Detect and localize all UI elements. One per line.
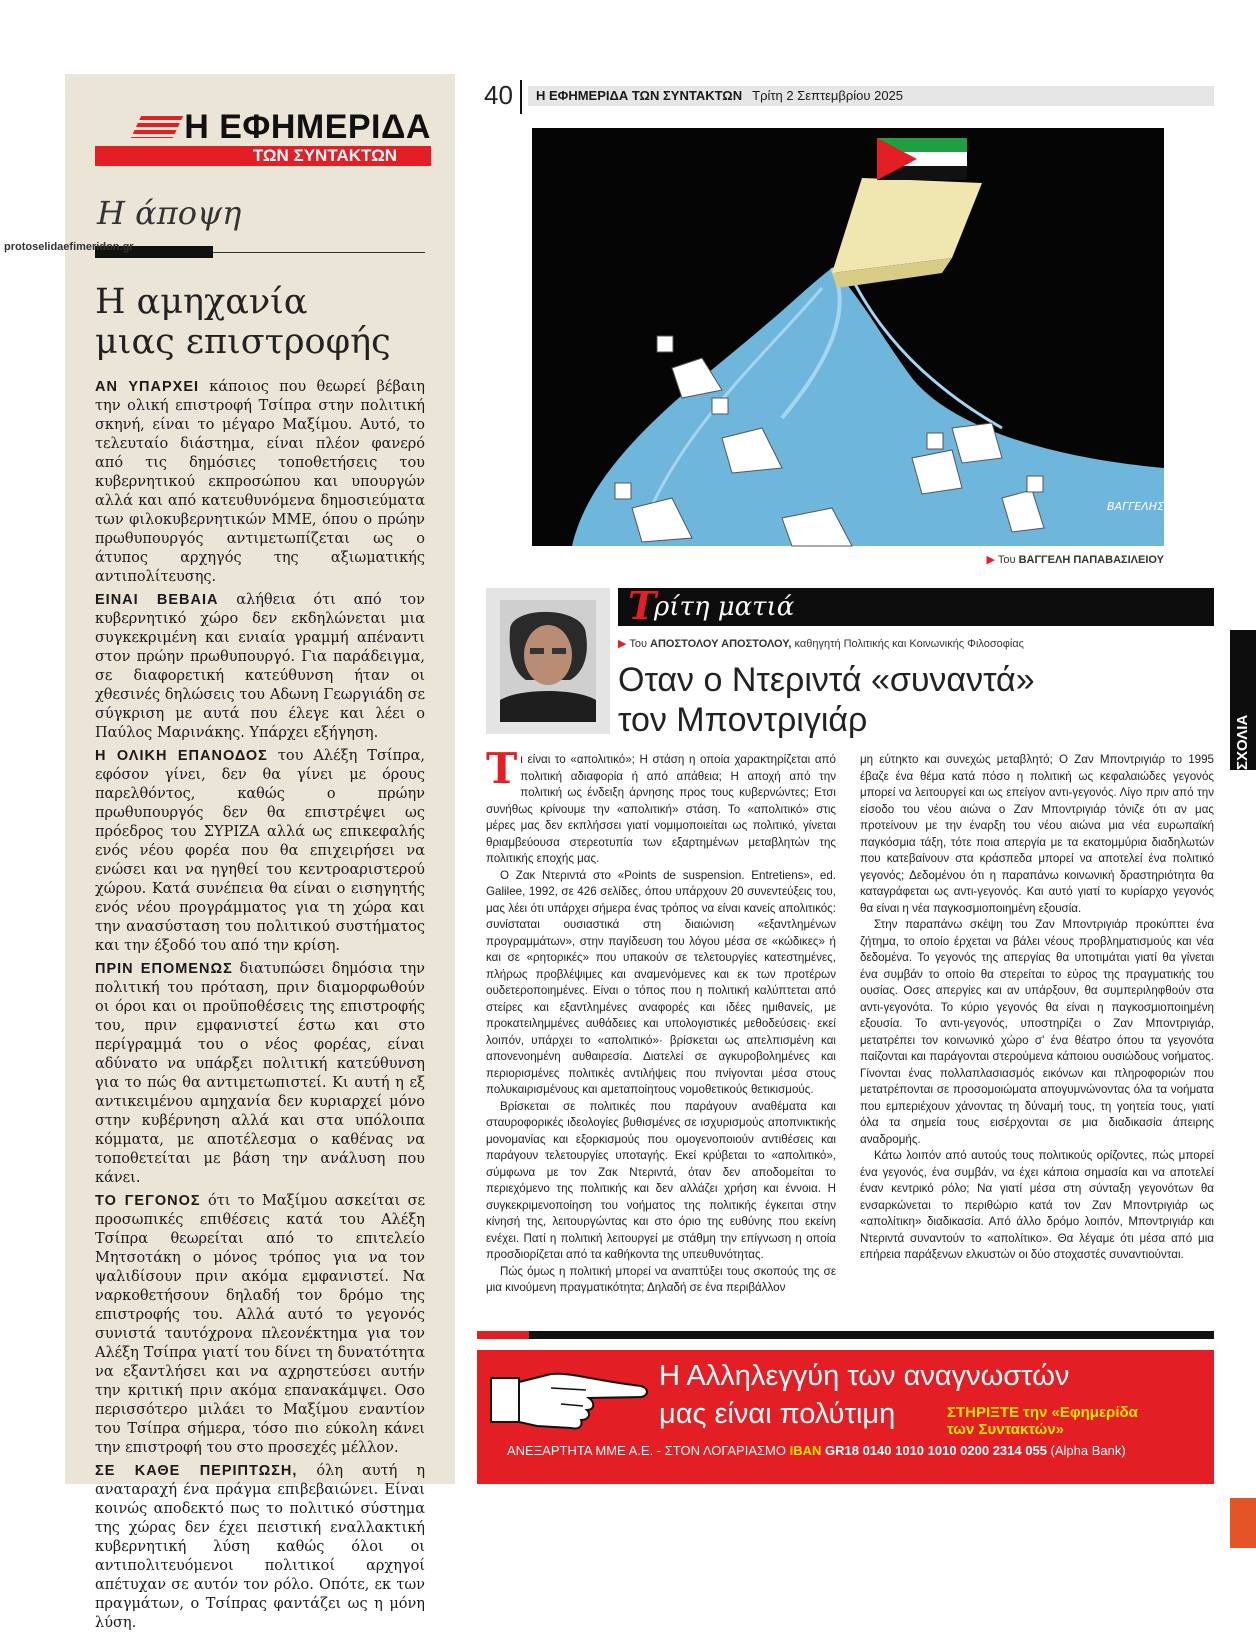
article-paragraph: μη εύτηκτο και συνεχώς μεταβλητό; Ο Ζαν Μποντριγιάρ το 1995 έβαζε ένα θέμα κατά πόσο η πολιτική ως κεφαλαιώδες γεγονός μπορεί να λειτουργεί και ως επείγον αντι-γεγονός. Λίγο πριν από την είσοδο του νέου αιώνα ο Ζαν Μποντριγιάρ τόνιζε ότι αν μας προτείνουν με την έναρξη του νέου αιώνα μια νέα ευρωπαϊκή παγκόσμια τάξη, τότε ποια απεργία με τα εκατομμύρια διαδηλωτών που κατεβαίνουν στα κράσπεδα μπορεί να αποτελεί ένα πολιτικό γεγονός; Δεδομένου ότι η παραπάνω κοινωνική δραστηριότητα θα καταγράφεται ως αντι-γεγονός. Και αυτό γιατί το κυρίαρχο γεγονός θα είναι η νέα παγκοσμιοποιημένη εξουσία. bbox=[860, 753, 1214, 915]
article-byline: ▶ Του ΑΠΟΣΤΟΛΟΥ ΑΠΟΣΤΟΛΟΥ, καθηγητή Πολιτικής και Κοινωνικής Φιλοσοφίας bbox=[618, 638, 1024, 650]
solidarity-ad bbox=[477, 1350, 1214, 1484]
article-paragraph: Βρίσκεται σε πολιτικές που παράγουν αναθέματα και σταυροφορικές ιδεολογίες βυθισμένες σε ισχυρισμούς αποπνικτικής μονομανίας και εξορκισμούς που ομογενοποιούν αντιθέσεις και παράγουν τελετουργίες υποταγής. Εκεί κρύβεται το «απολιτικό», σύμφωνα με τον Ζακ Ντεριντά, όταν δεν αποδομείται το περιεχόμενο της πολιτικής και δεν αλλάζει χρήση και έννοια. Η συγκεκριμενοποίηση του νοήματος της πολιτικής έγκειται στην κίνησή της, λειτουργώντας και στο όριο της ευθύνης που εκείνη ενέχει. Πατί η πολιτική λειτουργεί με στάθμη την επίγνωση η οποία προσδιορίζεται από τα καθήκοντα της υπευθυνότητας. bbox=[486, 1099, 836, 1261]
iban-number: GR18 0140 1010 1010 0200 2314 055 bbox=[825, 1443, 1047, 1458]
article-paragraph: Πώς όμως η πολιτική μπορεί να αναπτύξει τους σκοπούς της σε μια κινούμενη πραγματικότητα; Δηλαδή σε ένα περιβάλλον bbox=[486, 1264, 836, 1294]
corner-marker bbox=[1230, 1498, 1256, 1548]
ad-bank-details: ΑΝΕΞΑΡΤΗΤΑ ΜΜΕ Α.Ε. - ΣΤΟΝ ΛΟΓΑΡΙΑΣΜΟ IBAN GR18 0140 1010 1010 0200 2314 055 (Alpha Bank) bbox=[507, 1443, 1126, 1458]
side-tab-label: ΣΧΟΛΙΑ bbox=[1234, 714, 1251, 770]
page-header bbox=[484, 80, 1214, 114]
header-paper-name: Η ΕΦΗΜΕΡΙΔΑ ΤΩΝ ΣΥΝΤΑΚΤΩΝ bbox=[536, 88, 743, 103]
pointing-hand-icon bbox=[491, 1364, 651, 1436]
opinion-paragraph: ΕΙΝΑΙ ΒΕΒΑΙΑ αλήθεια ότι από τον κυβερνητικό χώρο δεν εκδηλώνεται μια συγκεκριμένη και ενιαία γραμμή απέναντι στον πρώην πρωθυπουργό. Για παράδειγμα, σε διαφορετική κατεύθυνση ήταν οι χθεσινές δηλώσεις του Αδωνη Γεωργιάδη σε σύγκριση με αυτά που έλεγε και λέει ο Παύλος Μαρινάκης. Υπάρχει εξήγηση. bbox=[95, 592, 425, 741]
section-bar bbox=[618, 583, 1214, 628]
opinion-body bbox=[95, 378, 425, 1637]
header-bar bbox=[528, 86, 1214, 106]
ad-support-text: ΣΤΗΡΙΞΤΕ την «Εφημερίδα των Συντακτών» bbox=[947, 1404, 1138, 1438]
ad-headline-line2: μας είναι πολύτιμη bbox=[659, 1398, 896, 1430]
opinion-paragraph: ΣΕ ΚΑΘΕ ΠΕΡΙΠΤΩΣΗ, όλη αυτή η αναταραχή ένα πράγμα επιβεβαιώνει. Είναι κοινώς αποδεκτό πως το πολιτικό σύστημα της χώρας δεν έχει πειστική εναλλακτική κυβερνητική λύση καθώς όλοι οι αντιπολιτευόμενοι πολιτικοί αρχηγοί απέτυχαν σε αυτόν τον ρόλο. Οπότε, εκ των πραγμάτων, ο Τσίπρας φαντάζει ως η μόνη λύση. bbox=[95, 1463, 426, 1631]
author-portrait bbox=[500, 600, 596, 722]
iban-label: IBAN bbox=[789, 1443, 822, 1458]
author-photo bbox=[486, 588, 610, 734]
article-paragraph: Κάτω λοιπόν από αυτούς τους πολιτικούς ορίζοντες, πώς μπορεί ένα γεγονός, ένα συμβάν, να έχει κάποια σημασία και να αποτελεί έναν κεντρικό ρόλο; Να γιατί μέσα στη σύνταξη γεγονότων θα ενσαρκώνεται το περιθώριο κατά τον Ζαν Μποντριγιάρ ως «απολίτικη» διαδικασία. Από άλλο δρόμο λοιπόν, Μποντριγιάρ και Ντεριντά συναντούν το «απολίτικο». Θα λέγαμε ότι μέσα από μια επήρεια παράξενων ελκυστών οι δύο στοχαστές συναντιούνται. bbox=[860, 1149, 1214, 1261]
cartoon-credit: ▶ Του ΒΑΓΓΕΛΗ ΠΑΠΑΒΑΣΙΛΕΙΟΥ bbox=[986, 554, 1164, 566]
section-initial: Τ bbox=[628, 583, 657, 628]
cartoon-drawing bbox=[532, 128, 1203, 546]
bank-name: (Alpha Bank) bbox=[1050, 1443, 1126, 1458]
cartoon-image bbox=[532, 128, 1203, 546]
header-date: Τρίτη 2 Σεπτεμβρίου 2025 bbox=[752, 88, 904, 103]
logo-stripes-icon bbox=[131, 116, 183, 138]
article-column-2 bbox=[860, 752, 1214, 1264]
article-title: Οταν ο Ντεριντά «συναντά» τον Μποντριγιάρ bbox=[618, 661, 1035, 739]
arrow-right-icon: ▶ bbox=[986, 554, 995, 566]
article-paragraph: Τι είναι το «απολιτικό»; Η στάση η οποία χαρακτηρίζεται από πολιτική αδιαφορία ή από απάθεια; Η αποχή από την πολιτική ως ένδειξη άρνησης προς τους κυβερνώντες; Ετσι συνήθως κρίνουμε την «απολιτική» στάση. Το «απολιτικό» στις μέρες μας δεν εκπλήσσει γιατί νομιμοποιείται ως πολιτικό, γίνεται θριαμβεύουσα στερεοτυπία των εξαρτημένων μεταβλητών της πολιτικής εποχής μας. bbox=[486, 744, 836, 865]
arrow-right-icon: ▶ bbox=[618, 638, 627, 650]
section-label: ρίτη ματιά bbox=[654, 592, 795, 622]
drop-cap: Τ bbox=[486, 744, 518, 793]
ad-rule bbox=[477, 1331, 1214, 1339]
article-paragraph: Στην παραπάνω σκέψη του Ζαν Μποντριγιάρ προκύπτει ένα ζήτημα, το οποίο έρχεται να βάλει νέους προβληματισμούς και νέα δεδομένα. Το γεγονός της απεργίας θα υποτιμάται γιατί θα γίνεται ένα συμβάν το οποίο θα στερείται το εύρος της πραγματικής του ουσίας. Οσες απεργίες και αν υπάρξουν, θα συμπεριληφθούν στα αντι-γεγονότα. Το κύριο γεγονός θα είναι η παγκοσμιοποιημένη εξουσία. Το αντι-γεγονός, υποστηρίζει ο Ζαν Μποντριγιάρ, μετατρέπει τον κοινωνικό χώρο σ' ένα θέατρο όπου τα γεγονότα παίζονται και παράγονται στερούμενα κάποιου ουσιώδους νοήματος. Γίνονται ένας πολλαπλασιασμός εικόνων και πληροφοριών που μετατρέπονται σε προσομοιώματα απογυμνώνοντας όλα τα νοήματα που εμπεριέχουν χάνοντας τη δύναμή τους, τη γοητεία τους, γιατί όλα τα σημεία τους εισέρχονται σε μια διαδικασία άπειρης αναδρομής. bbox=[860, 918, 1214, 1146]
article-paragraph: Ο Ζακ Ντεριντά στο «Points de suspension. Entretiens», ed. Galilee, 1992, σε 426 σελίδες, όπου υπάρχουν 20 συνεντεύξεις του, μας λέει ότι υπάρχει σήμερα ένας τρόπος να είναι κανείς απολιτικός: συνίσταται ουσιαστικά στη διαιώνιση «εξαντλημένων προγραμμάτων», στην παγίδευση του λόγου μέσα σε «κώδικες» ή και σε «ρητορικές» που υπακούν σε τελετουργίες κατεστημένες, πλήρως προβλέψιμες και αναμενόμενες και εκ των προτέρων ουδετεροποιημένες. Είναι ο τόπος που η πολιτική καλύπτεται από στείρες και εξαντλημένες αναφορές και ιδέες ημιθανείς, με προκατειλημμένες αυθάδειες και υπολογιστικές μεθοδεύσεις· εκεί λοιπόν, υπάρχει το «απολιτικό»· βρίσκεται ως απελπισμένη και απονενοημένη αυθαιρεσία. Διατελεί σε αγκυροβολημένες και περιορισμένες πολιτικές αντιλήψεις που πνίγονται μέσα στους πολυκαιρισμένους και αμεταποίητους νομοθετικούς θετικισμούς. bbox=[486, 868, 836, 1096]
section-heading: Η άποψη bbox=[97, 194, 242, 232]
opinion-title: Η αμηχανία μιας επιστροφής bbox=[95, 282, 391, 362]
article-column-1 bbox=[486, 744, 836, 1297]
opinion-paragraph: ΠΡΙΝ ΕΠΟΜΕΝΩΣ διατυπώσει δημόσια την πολιτική του πρόταση, πριν διαμορφωθούν οι όροι και οι προϋποθέσεις της επιστροφής του, πριν εμφανιστεί έστω και στο περίγραμμά του ο νέος φορέας, είναι αδύνατο να υπάρξει πολιτική κατεύθυνση για το πώς θα αντιμετωπιστεί. Κι αυτή η εξ αντικειμένου αμηχανία δεν κυριαρχεί μόνο στην κυβέρνηση αλλά και στα υπόλοιπα κόμματα, με αποτέλεσμα ο καθένας να τοποθετείται με βάση την ανάλυση που κάνει. bbox=[95, 961, 425, 1186]
logo-main: Η ΕΦΗΜΕΡΙΔΑ bbox=[184, 108, 431, 146]
opinion-paragraph: Η ΟΛΙΚΗ ΕΠΑΝΟΔΟΣ του Αλέξη Τσίπρα, εφόσον γίνει, δεν θα γίνει με όρους παρελθόντος, καθώς ο πρώην πρωθυπουργός δεν θα επιστρέψει ως πρόεδρος του ΣΥΡΙΖΑ αλλά ως επικεφαλής ενός νέου φορέα που θα επιχειρήσει να ενώσει και να ηγηθεί του κεντροαριστερού χώρου. Κατά συνέπεια θα είναι ο εισηγητής ενός νέου προγράμματος για τη χώρα και την ανασύσταση του πολιτικού συστήματος και την έξοδό του από την κρίση. bbox=[95, 748, 425, 954]
ad-headline-line1: Η Αλληλεγγύη των αναγνωστών bbox=[659, 1360, 1070, 1392]
cartoon-signature: ΒΑΓΓΕΛΗΣ 2/9/25 bbox=[1107, 500, 1203, 513]
newspaper-logo bbox=[95, 110, 431, 166]
opinion-column bbox=[65, 74, 455, 1631]
opinion-paragraph: ΤΟ ΓΕΓΟΝΟΣ ότι το Μαξίμου ασκείται σε προσωπικές επιθέσεις κατά του Αλέξη Τσίπρα θεωρείται από το επιτελείο Μητσοτάκη ο μόνος τρόπος για να τον ψαλιδίσουν πριν ακόμα εμφανιστεί. Να ναρκοθετήσουν δηλαδή τον δρόμο της επιστροφής του. Αλλά αυτό το γεγονός συνιστά ταυτόχρονα πλεονέκτημα για τον Αλέξη Τσίπρα γιατί του δίνει τη δυνατότητα να εξαντλήσει και να αχρηστεύσει αυτήν την κριτική πριν ακόμα επανακάμψει. Οσο περισσότερο μιλάει το Μαξίμου εναντίον του Τσίπρα σήμερα, τόσο πιο εύκολη κάνει την επιστροφή του στο προσεχές μέλλον. bbox=[95, 1193, 425, 1456]
watermark: protoselidaefimeridon.gr bbox=[4, 241, 134, 253]
opinion-paragraph: ΑΝ ΥΠΑΡΧΕΙ κάποιος που θεωρεί βέβαιη την ολική επιστροφή Τσίπρα στην πολιτική σκηνή, είναι το μέγαρο Μαξίμου. Αυτό, το τελευταίο διάστημα, είναι πλέον φανερό από τις δημόσιες τοποθετήσεις του κυβερνητικού εκπροσώπου και υπουργών αλλά και από κατευθυνόμενα δημοσιεύματα των φιλοκυβερνητικών ΜΜΕ, όπου ο πρώην πρωθυπουργός αντιμετωπίζεται ως ο άτυπος αρχηγός της αξιωματικής αντιπολίτευσης. bbox=[95, 379, 425, 585]
logo-sub: ΤΩΝ ΣΥΝΤΑΚΤΩΝ bbox=[95, 146, 431, 166]
page-number: 40 bbox=[484, 80, 513, 110]
